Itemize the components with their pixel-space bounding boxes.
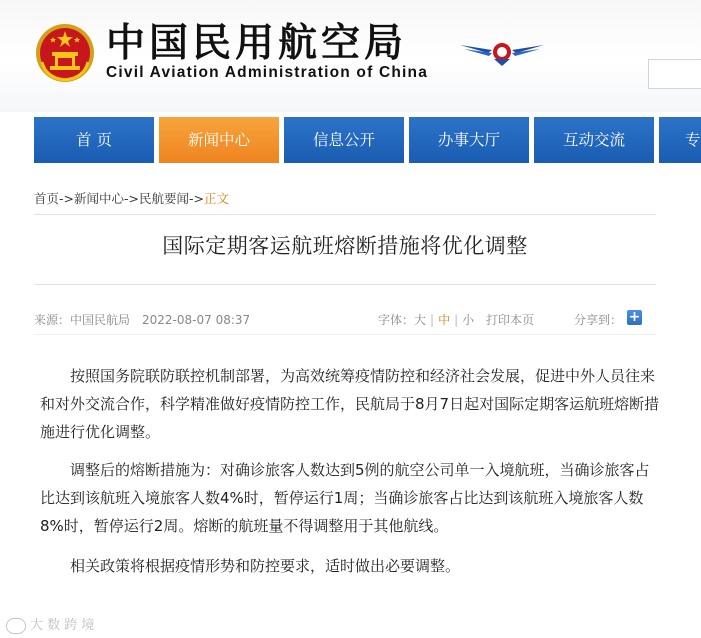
breadcrumb-news-center[interactable]: 新闻中心: [74, 191, 125, 206]
nav-item-news-center[interactable]: 新闻中心: [159, 117, 279, 163]
nav-item-info-public[interactable]: 信息公开: [284, 117, 404, 163]
font-size-small-button[interactable]: 小: [462, 313, 475, 327]
article-tools: 字体：大 | 中 | 小 打印本页: [378, 313, 534, 327]
share-plus-icon[interactable]: +: [628, 309, 641, 325]
breadcrumb-separator: ->: [59, 191, 74, 206]
nav-item-service-hall[interactable]: 办事大厅: [409, 117, 529, 163]
breadcrumb-civil-aviation-news[interactable]: 民航要闻: [139, 191, 190, 206]
article-paragraph: 相关政策将根据疫情形势和防控要求，适时做出必要调整。: [70, 557, 461, 575]
article-title: 国际定期客运航班熔断措施将优化调整: [162, 234, 528, 258]
breadcrumb-separator: ->: [124, 191, 139, 206]
font-size-medium-button[interactable]: 中: [438, 313, 451, 327]
watermark-text: 大 数 跨 境: [30, 618, 95, 633]
breadcrumb-home[interactable]: 首页: [34, 191, 60, 206]
font-size-label: 字体：: [378, 313, 415, 327]
share-label: 分享到：: [574, 313, 623, 327]
search-input[interactable]: [648, 59, 701, 89]
article-source: 来源：中国民航局: [34, 313, 131, 327]
article-meta: [34, 311, 250, 328]
watermark-logo-icon: [6, 618, 26, 634]
title-divider: [34, 284, 656, 285]
article-paragraph: 按照国务院联防联控机制部署，为高效统筹疫情防控和经济社会发展，促进中外人员往来和对外交流合作，科学精准做好疫情防控工作，民航局于8月7日起对国际定期客运航班熔断措施进行优化调整。: [40, 367, 660, 441]
site-header: [0, 0, 701, 112]
breadcrumb: [34, 189, 229, 207]
nav-item-interaction[interactable]: 互动交流: [534, 117, 654, 163]
nav-item-home[interactable]: 首 页: [34, 117, 154, 163]
site-title-cn[interactable]: 中国民用航空局: [106, 20, 408, 66]
main-nav: [0, 117, 701, 163]
breadcrumb-current: 正文: [204, 191, 230, 206]
breadcrumb-separator: ->: [189, 191, 204, 206]
watermark: [6, 614, 94, 634]
print-page-button[interactable]: 打印本页: [485, 313, 534, 327]
breadcrumb-divider: [34, 214, 656, 215]
caac-wing-logo: [458, 37, 546, 67]
article-date: 2022-08-07 08:37: [142, 313, 251, 327]
national-emblem-icon: [34, 22, 96, 84]
nav-item-special[interactable]: 专: [659, 117, 701, 163]
site-title-en: Civil Aviation Administration of China: [106, 64, 429, 81]
article-paragraph: 调整后的熔断措施为：对确诊旅客人数达到5例的航空公司单一入境航班，当确诊旅客占比达到该航班入境旅客人数4%时，暂停运行1周；当确诊旅客占比达到该航班入境旅客人数8%时，暂停运行2周。熔断的航班量不得调整用于其他航线。: [40, 461, 650, 535]
meta-divider: [34, 334, 656, 335]
font-size-large-button[interactable]: 大: [414, 313, 427, 327]
